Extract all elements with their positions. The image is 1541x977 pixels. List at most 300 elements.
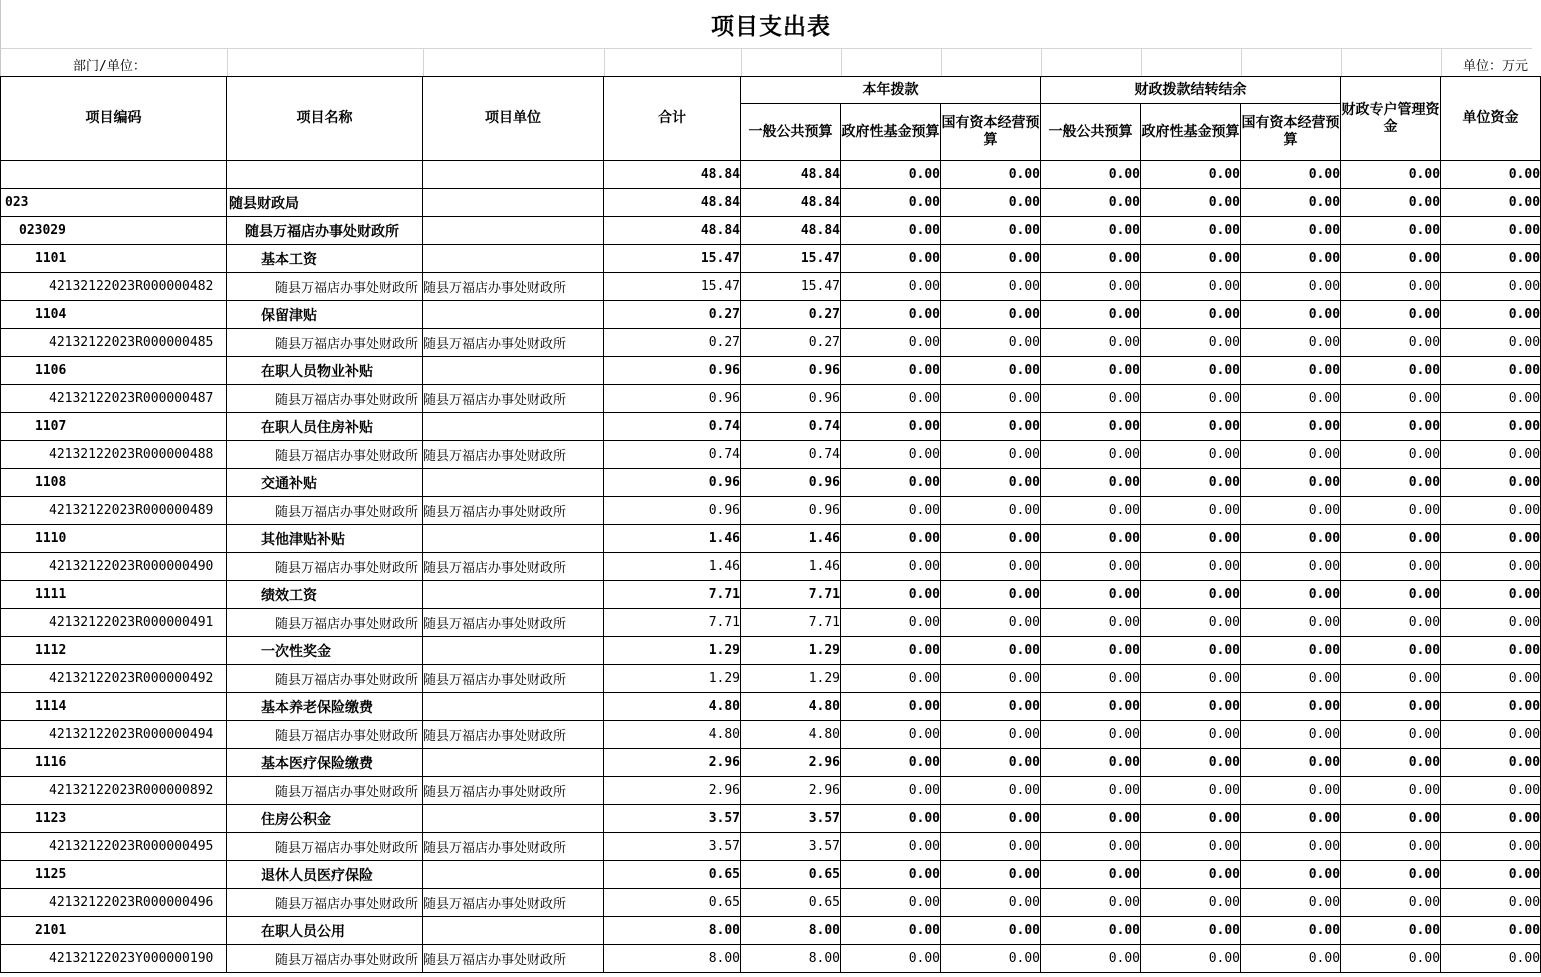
- cell-unit[interactable]: 随县万福店办事处财政所: [423, 553, 604, 581]
- cell-name[interactable]: 退休人员医疗保险: [227, 861, 423, 889]
- cell-amount[interactable]: 0.00: [1041, 777, 1141, 805]
- cell-amount[interactable]: 0.96: [741, 497, 841, 525]
- cell-amount[interactable]: 0.00: [1241, 889, 1341, 917]
- cell-amount[interactable]: 0.00: [1141, 385, 1241, 413]
- cell-amount[interactable]: 0.96: [604, 469, 741, 497]
- cell-amount[interactable]: 0.00: [841, 833, 941, 861]
- table-row[interactable]: [1, 245, 1541, 273]
- cell-amount[interactable]: 0.00: [1341, 805, 1441, 833]
- cell-code[interactable]: 42132122023R000000485: [1, 329, 227, 357]
- cell-amount[interactable]: 7.71: [741, 609, 841, 637]
- cell-unit[interactable]: 随县万福店办事处财政所: [423, 945, 604, 973]
- cell-amount[interactable]: 0.00: [941, 693, 1041, 721]
- cell-amount[interactable]: 0.00: [1441, 357, 1541, 385]
- cell-amount[interactable]: 0.00: [1041, 525, 1141, 553]
- cell-amount[interactable]: 1.29: [741, 665, 841, 693]
- cell-amount[interactable]: 0.00: [1141, 889, 1241, 917]
- cell-amount[interactable]: 0.00: [941, 497, 1041, 525]
- cell-name[interactable]: 随县万福店办事处财政所: [227, 889, 423, 917]
- cell-amount[interactable]: 15.47: [741, 245, 841, 273]
- cell-amount[interactable]: 0.00: [1141, 777, 1241, 805]
- cell-amount[interactable]: 0.00: [1441, 861, 1541, 889]
- cell-amount[interactable]: 0.00: [1141, 665, 1241, 693]
- cell-amount[interactable]: 0.00: [1341, 553, 1441, 581]
- cell-amount[interactable]: 0.96: [604, 385, 741, 413]
- cell-amount[interactable]: 0.00: [1241, 525, 1341, 553]
- table-row[interactable]: [1, 301, 1541, 329]
- table-row[interactable]: [1, 637, 1541, 665]
- cell-amount[interactable]: 0.00: [841, 189, 941, 217]
- cell-unit[interactable]: [423, 301, 604, 329]
- cell-unit[interactable]: 随县万福店办事处财政所: [423, 889, 604, 917]
- cell-amount[interactable]: 0.00: [941, 245, 1041, 273]
- cell-unit[interactable]: [423, 693, 604, 721]
- cell-amount[interactable]: 1.46: [741, 553, 841, 581]
- cell-amount[interactable]: 0.00: [1441, 945, 1541, 973]
- cell-amount[interactable]: 0.00: [1341, 665, 1441, 693]
- table-row[interactable]: [1, 609, 1541, 637]
- cell-amount[interactable]: 0.00: [941, 217, 1041, 245]
- cell-amount[interactable]: 0.00: [1141, 245, 1241, 273]
- cell-code[interactable]: 42132122023R000000491: [1, 609, 227, 637]
- cell-name[interactable]: 随县万福店办事处财政所: [227, 665, 423, 693]
- cell-amount[interactable]: 0.00: [1041, 273, 1141, 301]
- cell-amount[interactable]: 0.00: [941, 525, 1041, 553]
- cell-amount[interactable]: 0.96: [741, 357, 841, 385]
- cell-amount[interactable]: 0.00: [941, 413, 1041, 441]
- cell-amount[interactable]: 0.00: [1341, 637, 1441, 665]
- cell-amount[interactable]: 0.00: [1041, 189, 1141, 217]
- table-row[interactable]: [1, 357, 1541, 385]
- cell-amount[interactable]: 0.00: [941, 385, 1041, 413]
- cell-amount[interactable]: 2.96: [604, 749, 741, 777]
- cell-code[interactable]: 1123: [1, 805, 227, 833]
- cell-unit[interactable]: [423, 413, 604, 441]
- cell-amount[interactable]: 0.00: [1141, 273, 1241, 301]
- cell-amount[interactable]: 0.00: [841, 889, 941, 917]
- cell-amount[interactable]: 0.00: [841, 273, 941, 301]
- cell-amount[interactable]: 0.00: [1241, 441, 1341, 469]
- table-row[interactable]: [1, 441, 1541, 469]
- cell-amount[interactable]: 48.84: [604, 217, 741, 245]
- cell-amount[interactable]: 0.00: [841, 665, 941, 693]
- cell-amount[interactable]: 8.00: [604, 945, 741, 973]
- cell-amount[interactable]: 3.57: [741, 833, 841, 861]
- cell-amount[interactable]: 0.00: [1141, 637, 1241, 665]
- cell-amount[interactable]: 0.00: [1441, 917, 1541, 945]
- cell-code[interactable]: 42132122023R000000495: [1, 833, 227, 861]
- cell-amount[interactable]: 0.00: [1441, 889, 1541, 917]
- cell-amount[interactable]: 0.00: [1241, 833, 1341, 861]
- cell-amount[interactable]: 48.84: [741, 217, 841, 245]
- table-row[interactable]: [1, 413, 1541, 441]
- cell-amount[interactable]: 0.00: [841, 301, 941, 329]
- cell-amount[interactable]: 0.00: [1441, 777, 1541, 805]
- cell-amount[interactable]: 1.29: [604, 665, 741, 693]
- cell-amount[interactable]: 0.00: [1041, 665, 1141, 693]
- cell-amount[interactable]: 0.00: [1041, 609, 1141, 637]
- cell-amount[interactable]: 0.00: [1041, 749, 1141, 777]
- cell-amount[interactable]: 0.00: [1041, 581, 1141, 609]
- cell-amount[interactable]: 0.00: [1341, 777, 1441, 805]
- cell-unit[interactable]: 随县万福店办事处财政所: [423, 273, 604, 301]
- cell-unit[interactable]: 随县万福店办事处财政所: [423, 665, 604, 693]
- cell-amount[interactable]: 0.00: [941, 301, 1041, 329]
- cell-amount[interactable]: 8.00: [741, 945, 841, 973]
- cell-unit[interactable]: [423, 861, 604, 889]
- cell-amount[interactable]: 0.00: [1441, 385, 1541, 413]
- cell-amount[interactable]: 0.00: [1041, 497, 1141, 525]
- cell-amount[interactable]: 0.00: [1141, 945, 1241, 973]
- cell-amount[interactable]: 0.27: [604, 301, 741, 329]
- cell-amount[interactable]: 0.00: [1341, 413, 1441, 441]
- cell-amount[interactable]: 0.00: [1341, 385, 1441, 413]
- cell-amount[interactable]: 0.00: [1141, 329, 1241, 357]
- cell-amount[interactable]: 0.00: [1441, 721, 1541, 749]
- table-row[interactable]: [1, 385, 1541, 413]
- cell-amount[interactable]: 3.57: [741, 805, 841, 833]
- cell-amount[interactable]: 0.00: [1041, 245, 1141, 273]
- cell-amount[interactable]: 0.00: [1241, 329, 1341, 357]
- cell-amount[interactable]: 0.65: [741, 861, 841, 889]
- cell-amount[interactable]: 2.96: [604, 777, 741, 805]
- cell-code[interactable]: 42132122023R000000494: [1, 721, 227, 749]
- cell-amount[interactable]: 1.46: [741, 525, 841, 553]
- cell-code[interactable]: 42132122023R000000482: [1, 273, 227, 301]
- cell-amount[interactable]: 0.00: [1241, 469, 1341, 497]
- cell-amount[interactable]: 0.00: [941, 553, 1041, 581]
- cell-amount[interactable]: 0.00: [1341, 469, 1441, 497]
- cell-amount[interactable]: 4.80: [604, 693, 741, 721]
- cell-amount[interactable]: 0.00: [1341, 749, 1441, 777]
- cell-name[interactable]: 随县万福店办事处财政所: [227, 497, 423, 525]
- table-row[interactable]: [1, 665, 1541, 693]
- cell-amount[interactable]: 0.00: [841, 329, 941, 357]
- cell-amount[interactable]: 0.27: [741, 301, 841, 329]
- table-row[interactable]: [1, 777, 1541, 805]
- cell-amount[interactable]: 0.00: [1041, 413, 1141, 441]
- table-row[interactable]: [1, 189, 1541, 217]
- cell-amount[interactable]: 0.00: [1241, 693, 1341, 721]
- cell-amount[interactable]: 0.00: [1441, 637, 1541, 665]
- cell-amount[interactable]: 0.00: [1141, 525, 1241, 553]
- cell-amount[interactable]: 0.00: [1341, 441, 1441, 469]
- cell-amount[interactable]: 1.46: [604, 553, 741, 581]
- cell-amount[interactable]: 0.00: [1241, 861, 1341, 889]
- cell-amount[interactable]: 0.00: [1041, 161, 1141, 189]
- cell-amount[interactable]: 0.74: [604, 413, 741, 441]
- cell-code[interactable]: 2101: [1, 917, 227, 945]
- cell-amount[interactable]: 0.00: [1041, 441, 1141, 469]
- table-row[interactable]: [1, 861, 1541, 889]
- cell-unit[interactable]: 随县万福店办事处财政所: [423, 609, 604, 637]
- table-row[interactable]: [1, 217, 1541, 245]
- cell-amount[interactable]: 0.00: [841, 441, 941, 469]
- cell-code[interactable]: 1116: [1, 749, 227, 777]
- cell-amount[interactable]: 0.00: [841, 525, 941, 553]
- cell-code[interactable]: 42132122023R000000892: [1, 777, 227, 805]
- cell-amount[interactable]: 0.65: [741, 889, 841, 917]
- cell-unit[interactable]: [423, 917, 604, 945]
- cell-amount[interactable]: 0.00: [1041, 917, 1141, 945]
- cell-amount[interactable]: 0.00: [1441, 749, 1541, 777]
- cell-amount[interactable]: 0.27: [741, 329, 841, 357]
- cell-amount[interactable]: 0.00: [1141, 161, 1241, 189]
- cell-amount[interactable]: 0.00: [1241, 273, 1341, 301]
- cell-amount[interactable]: 0.00: [1041, 861, 1141, 889]
- cell-code[interactable]: 42132122023R000000487: [1, 385, 227, 413]
- cell-name[interactable]: 一次性奖金: [227, 637, 423, 665]
- cell-amount[interactable]: 0.00: [1241, 385, 1341, 413]
- cell-amount[interactable]: 0.00: [841, 245, 941, 273]
- cell-name[interactable]: 基本医疗保险缴费: [227, 749, 423, 777]
- cell-amount[interactable]: 0.00: [1341, 945, 1441, 973]
- cell-amount[interactable]: 0.00: [1241, 161, 1341, 189]
- cell-amount[interactable]: 0.00: [1241, 245, 1341, 273]
- cell-amount[interactable]: 0.00: [841, 693, 941, 721]
- cell-amount[interactable]: 7.71: [604, 609, 741, 637]
- cell-amount[interactable]: 0.00: [1241, 217, 1341, 245]
- cell-amount[interactable]: 0.00: [841, 721, 941, 749]
- cell-amount[interactable]: 0.74: [741, 413, 841, 441]
- cell-amount[interactable]: 0.00: [941, 721, 1041, 749]
- cell-unit[interactable]: [423, 805, 604, 833]
- cell-amount[interactable]: 0.00: [1341, 917, 1441, 945]
- cell-unit[interactable]: [423, 581, 604, 609]
- cell-amount[interactable]: 0.00: [1141, 497, 1241, 525]
- cell-amount[interactable]: 0.00: [1241, 413, 1341, 441]
- table-row[interactable]: [1, 553, 1541, 581]
- cell-amount[interactable]: 0.00: [1341, 497, 1441, 525]
- cell-amount[interactable]: 48.84: [741, 189, 841, 217]
- cell-amount[interactable]: 0.00: [1241, 301, 1341, 329]
- cell-code[interactable]: 1106: [1, 357, 227, 385]
- cell-amount[interactable]: 0.00: [1441, 553, 1541, 581]
- cell-code[interactable]: 42132122023R000000488: [1, 441, 227, 469]
- cell-amount[interactable]: 0.00: [1441, 217, 1541, 245]
- table-row[interactable]: [1, 525, 1541, 553]
- cell-amount[interactable]: 0.00: [1041, 693, 1141, 721]
- cell-amount[interactable]: 0.00: [1441, 833, 1541, 861]
- cell-name[interactable]: 交通补贴: [227, 469, 423, 497]
- cell-amount[interactable]: 0.00: [1241, 497, 1341, 525]
- cell-amount[interactable]: 0.00: [841, 749, 941, 777]
- cell-amount[interactable]: 0.00: [941, 357, 1041, 385]
- cell-amount[interactable]: 0.00: [1141, 357, 1241, 385]
- cell-amount[interactable]: 0.00: [941, 665, 1041, 693]
- cell-amount[interactable]: 0.00: [1441, 301, 1541, 329]
- cell-amount[interactable]: 0.00: [941, 777, 1041, 805]
- cell-name[interactable]: 随县万福店办事处财政所: [227, 273, 423, 301]
- cell-amount[interactable]: 0.00: [941, 749, 1041, 777]
- cell-amount[interactable]: 0.00: [1141, 721, 1241, 749]
- cell-amount[interactable]: 0.00: [1141, 581, 1241, 609]
- cell-unit[interactable]: [423, 189, 604, 217]
- table-row[interactable]: [1, 945, 1541, 973]
- cell-unit[interactable]: [423, 357, 604, 385]
- cell-amount[interactable]: 0.00: [1141, 469, 1241, 497]
- cell-code[interactable]: 42132122023R000000490: [1, 553, 227, 581]
- cell-amount[interactable]: 0.00: [1141, 917, 1241, 945]
- cell-amount[interactable]: 0.00: [1341, 581, 1441, 609]
- cell-code[interactable]: 023: [1, 189, 227, 217]
- cell-amount[interactable]: 0.00: [1341, 525, 1441, 553]
- cell-code[interactable]: 1107: [1, 413, 227, 441]
- cell-amount[interactable]: 0.00: [941, 469, 1041, 497]
- cell-amount[interactable]: 0.00: [941, 189, 1041, 217]
- cell-amount[interactable]: 0.00: [1441, 273, 1541, 301]
- cell-amount[interactable]: 0.00: [1441, 161, 1541, 189]
- cell-amount[interactable]: 0.00: [1041, 553, 1141, 581]
- cell-amount[interactable]: 4.80: [741, 721, 841, 749]
- table-row[interactable]: [1, 329, 1541, 357]
- cell-amount[interactable]: 0.00: [1141, 861, 1241, 889]
- cell-amount[interactable]: 0.00: [1041, 889, 1141, 917]
- cell-amount[interactable]: 2.96: [741, 749, 841, 777]
- cell-amount[interactable]: 0.00: [841, 217, 941, 245]
- cell-amount[interactable]: 0.00: [941, 161, 1041, 189]
- cell-amount[interactable]: 0.00: [1341, 693, 1441, 721]
- cell-amount[interactable]: 0.00: [1441, 693, 1541, 721]
- cell-code[interactable]: 42132122023R000000492: [1, 665, 227, 693]
- cell-amount[interactable]: 0.00: [1341, 217, 1441, 245]
- cell-amount[interactable]: 0.00: [1241, 609, 1341, 637]
- cell-amount[interactable]: 0.65: [604, 861, 741, 889]
- cell-amount[interactable]: 0.00: [1341, 609, 1441, 637]
- cell-amount[interactable]: 0.27: [604, 329, 741, 357]
- cell-amount[interactable]: 0.00: [1241, 357, 1341, 385]
- cell-amount[interactable]: 0.00: [1141, 441, 1241, 469]
- cell-unit[interactable]: [423, 637, 604, 665]
- cell-unit[interactable]: 随县万福店办事处财政所: [423, 777, 604, 805]
- cell-amount[interactable]: 1.29: [741, 637, 841, 665]
- cell-amount[interactable]: 0.00: [1141, 189, 1241, 217]
- cell-amount[interactable]: 0.00: [1341, 189, 1441, 217]
- cell-amount[interactable]: 0.00: [1141, 413, 1241, 441]
- cell-name[interactable]: 随县万福店办事处财政所: [227, 441, 423, 469]
- cell-amount[interactable]: 0.00: [1141, 609, 1241, 637]
- cell-amount[interactable]: 0.00: [841, 497, 941, 525]
- cell-code[interactable]: 42132122023R000000489: [1, 497, 227, 525]
- cell-amount[interactable]: 0.00: [1441, 245, 1541, 273]
- cell-amount[interactable]: 0.00: [1041, 301, 1141, 329]
- table-row[interactable]: [1, 721, 1541, 749]
- cell-amount[interactable]: 0.00: [1441, 581, 1541, 609]
- cell-amount[interactable]: 7.71: [741, 581, 841, 609]
- cell-name[interactable]: 在职人员物业补贴: [227, 357, 423, 385]
- cell-amount[interactable]: 0.00: [1041, 217, 1141, 245]
- cell-code[interactable]: 1108: [1, 469, 227, 497]
- cell-amount[interactable]: 0.00: [1241, 637, 1341, 665]
- cell-amount[interactable]: 0.00: [1041, 805, 1141, 833]
- cell-amount[interactable]: 15.47: [604, 245, 741, 273]
- cell-amount[interactable]: 1.46: [604, 525, 741, 553]
- table-row[interactable]: [1, 917, 1541, 945]
- cell-name[interactable]: 随县万福店办事处财政所: [227, 721, 423, 749]
- cell-amount[interactable]: 0.00: [941, 917, 1041, 945]
- cell-unit[interactable]: 随县万福店办事处财政所: [423, 833, 604, 861]
- cell-amount[interactable]: 15.47: [604, 273, 741, 301]
- cell-amount[interactable]: 0.00: [1441, 413, 1541, 441]
- cell-amount[interactable]: 0.00: [941, 581, 1041, 609]
- cell-amount[interactable]: 0.00: [1341, 161, 1441, 189]
- cell-name[interactable]: 随县万福店办事处财政所: [227, 609, 423, 637]
- cell-amount[interactable]: 0.00: [1441, 805, 1541, 833]
- cell-name[interactable]: [227, 161, 423, 189]
- cell-amount[interactable]: 0.00: [941, 329, 1041, 357]
- cell-amount[interactable]: 0.00: [1041, 329, 1141, 357]
- cell-name[interactable]: 保留津贴: [227, 301, 423, 329]
- cell-amount[interactable]: 0.00: [1241, 721, 1341, 749]
- cell-unit[interactable]: 随县万福店办事处财政所: [423, 385, 604, 413]
- cell-amount[interactable]: 0.74: [604, 441, 741, 469]
- cell-amount[interactable]: 0.00: [1141, 833, 1241, 861]
- cell-unit[interactable]: 随县万福店办事处财政所: [423, 497, 604, 525]
- cell-name[interactable]: 随县万福店办事处财政所: [227, 329, 423, 357]
- table-row[interactable]: [1, 273, 1541, 301]
- cell-amount[interactable]: 0.00: [841, 413, 941, 441]
- cell-amount[interactable]: 1.29: [604, 637, 741, 665]
- cell-code[interactable]: 1110: [1, 525, 227, 553]
- table-row[interactable]: [1, 581, 1541, 609]
- cell-amount[interactable]: 0.00: [1441, 441, 1541, 469]
- cell-amount[interactable]: 0.00: [1341, 357, 1441, 385]
- cell-amount[interactable]: 0.00: [1441, 329, 1541, 357]
- cell-code[interactable]: [1, 161, 227, 189]
- cell-unit[interactable]: [423, 161, 604, 189]
- cell-name[interactable]: 随县万福店办事处财政所: [227, 833, 423, 861]
- cell-amount[interactable]: 0.00: [941, 273, 1041, 301]
- cell-amount[interactable]: 0.00: [841, 609, 941, 637]
- cell-name[interactable]: 其他津贴补贴: [227, 525, 423, 553]
- cell-amount[interactable]: 0.00: [941, 637, 1041, 665]
- table-row[interactable]: [1, 497, 1541, 525]
- cell-amount[interactable]: 0.00: [1341, 273, 1441, 301]
- cell-amount[interactable]: 0.00: [1141, 553, 1241, 581]
- cell-amount[interactable]: 0.00: [1241, 749, 1341, 777]
- cell-amount[interactable]: 0.00: [1341, 301, 1441, 329]
- table-row[interactable]: [1, 161, 1541, 189]
- cell-unit[interactable]: 随县万福店办事处财政所: [423, 441, 604, 469]
- cell-amount[interactable]: 48.84: [604, 161, 741, 189]
- cell-amount[interactable]: 0.00: [1141, 749, 1241, 777]
- cell-amount[interactable]: 0.00: [1241, 665, 1341, 693]
- cell-amount[interactable]: 0.00: [841, 917, 941, 945]
- cell-amount[interactable]: 2.96: [741, 777, 841, 805]
- cell-amount[interactable]: 0.00: [1241, 553, 1341, 581]
- cell-amount[interactable]: 0.74: [741, 441, 841, 469]
- cell-amount[interactable]: 0.65: [604, 889, 741, 917]
- cell-amount[interactable]: 0.00: [841, 385, 941, 413]
- cell-amount[interactable]: 0.00: [1041, 357, 1141, 385]
- cell-name[interactable]: 基本工资: [227, 245, 423, 273]
- cell-amount[interactable]: 0.00: [1241, 917, 1341, 945]
- cell-name[interactable]: 住房公积金: [227, 805, 423, 833]
- cell-code[interactable]: 42132122023Y000000190: [1, 945, 227, 973]
- cell-amount[interactable]: 0.00: [1041, 833, 1141, 861]
- cell-code[interactable]: 1104: [1, 301, 227, 329]
- cell-amount[interactable]: 0.00: [1341, 329, 1441, 357]
- table-row[interactable]: [1, 833, 1541, 861]
- cell-amount[interactable]: 0.00: [841, 581, 941, 609]
- cell-unit[interactable]: [423, 469, 604, 497]
- cell-amount[interactable]: 0.00: [941, 441, 1041, 469]
- cell-amount[interactable]: 0.00: [841, 553, 941, 581]
- cell-name[interactable]: 随县万福店办事处财政所: [227, 217, 423, 245]
- cell-amount[interactable]: 0.00: [941, 609, 1041, 637]
- table-row[interactable]: [1, 889, 1541, 917]
- cell-amount[interactable]: 0.00: [1141, 693, 1241, 721]
